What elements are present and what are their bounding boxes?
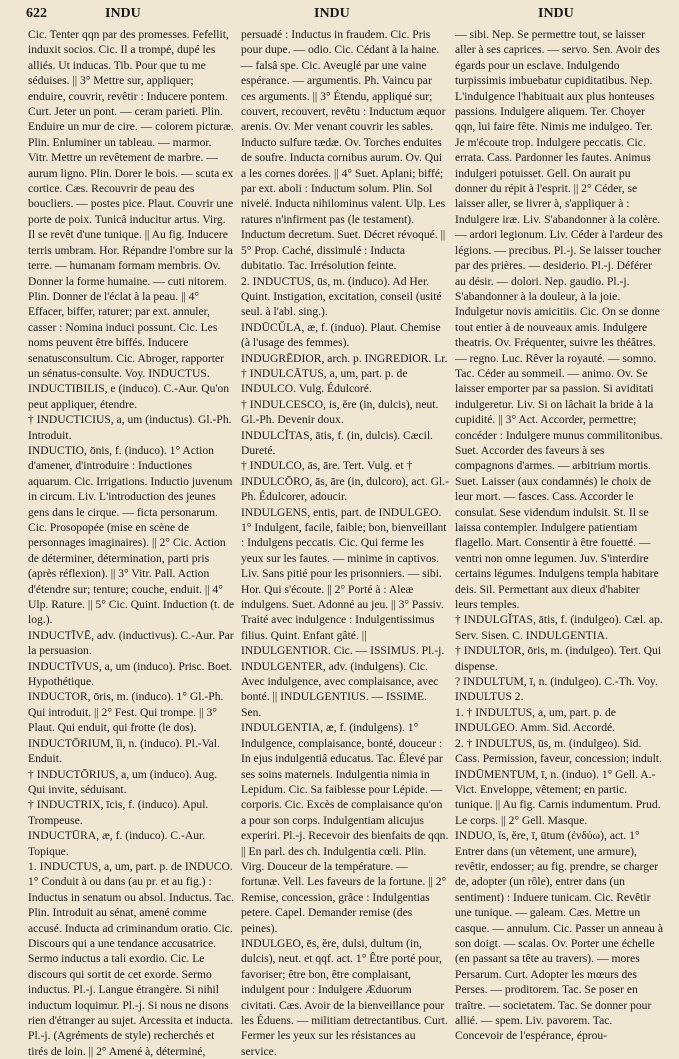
dictionary-entry: INDUCTĪVĒ, adv. (inductivus). C.-Aur. Par la persuasion. [28, 628, 234, 658]
dictionary-entry: Cic. Tenter qqn par des promesses. Fefellit, induxit socios. Cic. Il a trompé, dupé les alliés. Ut inducas. Tib. Pour que tu me séduises. || 3° Mettre sur, appliquer; enduire, couvrir, revêtir : Inducere pontem. Curt. Jeter un pont. — ceram parieti. Plin. Enduire un mur de cire. — colorem picturæ. Plin. Enluminer un tableau. — marmor. Vitr. Mettre un revêtement de marbre. — aurum ligno. Plin. Dorer le bois. — scuta ex cortice. Cæs. Recouvrir de peau des boucliers. — postes pice. Plaut. Couvrir une porte de poix. Tunicâ inducitur artus. Virg. Il se revêt d'une tunique. || Au fig. Inducere terris umbram. Hor. Répandre l'ombre sur la terre. — humanam formam membris. Ov. Donner la forme humaine. — cuti nitorem. Plin. Donner de l'éclat à la peau. || 4° Effacer, biffer, raturer; par ext. annuler, casser : Nomina induci possunt. Cic. Les noms peuvent être biffés. Inducere senatusconsultum. Cic. Abroger, rapporter un sénatus-consulte. Voy. INDUCTUS. [28, 28, 234, 380]
dictionary-entry: † INDULGĬTAS, ātis, f. (indulgeo). Cæl. ap. Serv. Sisen. C. INDULGENTIA. [455, 613, 663, 642]
dictionary-entry: 2. INDUCTUS, ūs, m. (induco). Ad Her. Quint. Instigation, excitation, conseil (usité seul. à l'abl. sing.). [241, 274, 442, 319]
dictionary-entry: INDULGEO, ēs, ĕre, dulsi, dultum (in, dulcis), neut. et qqf. act. 1° Être porté pour, favoriser; être bon, être complaisant, indulgent pour : Indulgere Æduorum civitati. Cæs. Avoir de la bienveillance pour les Éduens. — militiam detrectantibus. Curt. Fermer les yeux sur les résistances au service. [241, 936, 448, 1058]
dictionary-entry: † INDULCESCO, is, ĕre (in, dulcis), neut. Gl.-Ph. Devenir doux. [241, 397, 439, 427]
dictionary-entry: ? INDULTUM, ī, n. (indulgeo). C.-Th. Voy. INDULTUS 2. [455, 675, 658, 704]
dictionary-entry: INDULCĬTAS, ātis, f. (in, dulcis). Cæcil. Dureté. [241, 428, 433, 457]
dictionary-entry: INDUO, ĭs, ĕre, ī, ūtum (ἐνδύω), act. 1° Entrer dans (un vêtement, une armure), revêtir, endosser; au fig. prendre, se charger de, adopter (un rôle), entrer dans (un sentiment) : Induere tunicam. Cic. Revêtir une tunique. — galeam. Cæs. Mettre un casque. — annulum. Cic. Passer un anneau à son doigt. — scalas. Ov. Porter une échelle (en passant sa tête au travers). — mores Persarum. Curt. Adopter les mœurs des Perses. — proditorem. Tac. Se poser en traître. — societatem. Tac. Se donner pour allié. — spem. Liv. pavorem. Tac. Concevoir de l'espérance, éprou- [455, 829, 663, 1043]
dictionary-entry: 1. † INDULTUS, a, um, part. p. de INDULGEO. Amm. Sid. Accordé. [455, 705, 616, 735]
dictionary-entry: † INDUCTICIUS, a, um (inductus). Gl.-Ph. Introduit. [28, 413, 232, 442]
dictionary-entry: † INDULCO, ās, āre. Tert. Vulg. et † INDULCŌRO, ās, āre (in, dulcoro), act. Gl.-Ph. Édulcorer, adoucir. [241, 459, 449, 504]
dictionary-entry: INDUCTĪVUS, a, um (induco). Prisc. Boet. Hypothétique. [28, 659, 233, 689]
guide-word-left: INDU [105, 6, 141, 21]
dictionary-entry: † INDUCTŌRIUS, a, um (induco). Aug. Qui invite, séduisant. [28, 767, 218, 796]
column-left [28, 27, 235, 1058]
dictionary-entry: INDŪMENTUM, ī, n. (induo). 1° Gell. A.-Vict. Enveloppe, vêtement; en partic. tunique. || Au fig. Carnis indumentum. Prud. Le corps. || 2° Gell. Masque. [455, 767, 661, 827]
dictionary-entry: INDŪCŬLA, æ, f. (induo). Plaut. Chemise (à l'usage des femmes). [241, 320, 441, 350]
column-middle [241, 27, 449, 1058]
dictionary-entry: † INDULTOR, ōris, m. (indulgeo). Tert. Qui dispense. [455, 644, 662, 673]
dictionary-entry: INDUCTŪRA, æ, f. (induco). C.-Aur. Topique. [28, 829, 206, 858]
dictionary-entry: INDUCTIBILIS, e (induco). C.-Aur. Qu'on peut appliquer, étendre. [28, 382, 230, 411]
dictionary-entry: persuadé : Inductus in fraudem. Cic. Pris pour dupe. — odio. Cic. Cédant à la haine. — falsâ spe. Cic. Aveuglé par une vaine espérance. — argumentis. Ph. Vaincu par ces arguments. || 3° Étendu, appliqué sur; couvert, recouvert, revêtu : Inductum æquor arenis. Ov. Mer venant couvrir les sables. Inducto sulfure tædæ. Ov. Torches enduites de soufre. Inducta cornibus aurum. Ov. Qui a les cornes dorées. || 4° Suet. Aplani; biffé; par ext. aboli : Inductum solum. Plin. Sol nivelé. Inducta nihilominus valent. Ulp. Les ratures n'infirment pas (le testament). Inductum decretum. Suet. Décret révoqué. || 5° Prop. Caché, dissimulé : Inducta dubitatio. Tac. Irrésolution feinte. [241, 28, 446, 273]
dictionary-entry: — sibi. Nep. Se permettre tout, se laisser aller à ses caprices. — servo. Sen. Avoir des égards pour un esclave. Indulgendo turpissimis imbuebatur cupiditatibus. Nep. L'indulgence l'habituait aux plus honteuses passions. Indulgere aliquem. Ter. Choyer qqn, lui faire fête. Nimis me indulgeo. Ter. Je m'écoute trop. Indulgere peccatis. Cic. errata. Cass. Pardonner les fautes. Animus indulgeri potuisset. Gell. On aurait pu donner du répit à l'esprit. || 2° Céder, se laisser aller, se livrer à, s'appliquer à : Indulgere iræ. Liv. S'abandonner à la colère. — ardori legionum. Liv. Céder à l'ardeur des légions. — precibus. Pl.-j. Se laisser toucher par des prières. — desiderio. Pl.-j. Déférer au désir. — dolori. Nep. gaudio. Pl.-j. S'abandonner à la douleur, à la joie. Indulgetur novis amicitiis. Cic. On se donne tout entier à de nouveaux amis. Indulgere theatris. Ov. Fréquenter, suivre les théâtres. — regno. Luc. Rêver la royauté. — somno. Tac. Céder au sommeil. — animo. Ov. Se laisser emporter par sa passion. Si aviditati indulgeretur. Liv. Si on lâchait la bride à la cupidité. || 3° Act. Accorder, permettre; concéder : Indulgere munus commilitonibus. Suet. Accorder des faveurs à ses compagnons d'armes. — arbitrium mortis. Suet. Laisser (aux condamnés) le choix de leur mort. — fasces. Cass. Accorder le consulat. Sese videndum indulsit. St. Il se laissa contempler. Indulgere patientiam flagello. Mart. Consentir à être fouetté. — ventri non omne legumen. Juv. S'interdire certains légumes. Indulgens templa habitare deis. Sil. Permettant aux dieux d'habiter leurs temples. [455, 28, 663, 612]
dictionary-entry: † INDUCTRIX, īcis, f. (induco). Apul. Trompeuse. [28, 798, 209, 827]
dictionary-entry: INDUCTIO, ōnis, f. (induco). 1° Action d'amener, d'introduire : Inductiones aquarum. Cic. Irrigations. Inductio juvenum in circum. Liv. L'introduction des jeunes gens dans le cirque. — ficta personarum. Cic. Prosopopée (mise en scène de personnages imaginaires). || 2° Cic. Action de déterminer, détermination, parti pris (après réflexion). || 3° Vitr. Pall. Action d'étendre sur; tenture; couche, enduit. || 4° Ulp. Rature. || 5° Cic. Quint. Induction (t. de log.). [28, 443, 235, 627]
dictionary-entry: INDUCTŌRIUM, ĭi, n. (induco). Pl.-Val. Enduit. [28, 736, 220, 766]
dictionary-entry: 1. INDUCTUS, a, um, part. p. de INDUCO. 1° Conduit à ou dans (au pr. et au fig.) : Inductus in senatum ou absol. Inductus. Tac. Plin. Introduit au sénat, amené comme accusé. Inducta ad criminandum oratio. Cic. Discours qui a une tendance accusatrice. Sermo inductus a tali exordio. Cic. Le discours qui sortit de cet exorde. Sermo inductus. Pl.-j. Langue étrangère. Si nihil inductum loquimur. Pl.-j. Si nous ne disons rien d'étranger au sujet. Arcessita et inducta. Pl.-j. (Agréments de style) recherchés et tirés de loin. || 2° Amené à, déterminé, [28, 859, 235, 1058]
page-number: 622 [26, 6, 47, 21]
dictionary-entry: INDULGENS, entis, part. de INDULGEO. 1° Indulgent, facile, faible; bon, bienveillant : Indulgens peccatis. Cic. Qui ferme les yeux sur les fautes. — minime in captivos. Liv. Sans pitié pour les prisonniers. — sibi. Hor. Qui s'écoute. || 2° Porté à : Aleæ indulgens. Suet. Adonné au jeu. || 3° Passiv. Traité avec indulgence : Indulgentissimus filius. Quint. Enfant gâté. || INDULGENTIOR. Cic. — ISSIMUS. Pl.-j. [241, 505, 447, 658]
dictionary-entry: 2. † INDULTUS, ūs, m. (indulgeo). Sid. Cass. Permission, faveur, concession; indult. [455, 736, 662, 766]
dictionary-entry: † INDULCĀTUS, a, um, part. p. de INDULCO. Vulg. Édulcoré. [241, 366, 408, 396]
dictionary-entry: INDULGENTIA, æ, f. (indulgens). 1° Indulgence, complaisance, bonté, douceur : In ejus indulgentiâ educatus. Tac. Élevé par ses soins maternels. Indulgentia nimia in Lepidum. Cic. Sa faiblesse pour Lépide. — corporis. Cic. Excès de complaisance qu'on a pour son corps. Indulgentiam alicujus experiri. Pl.-j. Recevoir des bienfaits de qqn. || En parl. des ch. Indulgentia cœli. Plin. Virg. Douceur de la température. — fortunæ. Vell. Les faveurs de la fortune. || 2° Remise, concession, grâce : Indulgentias petere. Capel. Demander remise (des peines). [241, 721, 449, 935]
dictionary-entry: INDUCTOR, ōris, m. (induco). 1° Gl.-Ph. Qui introduit. || 2° Fest. Qui trompe. || 3° Plaut. Qui enduit, qui frotte (le dos). [28, 690, 224, 735]
dictionary-entry: INDUGRĒDIOR, arch. p. INGREDIOR. Lr. [241, 351, 448, 365]
column-right [455, 27, 663, 1043]
dictionary-entry: INDULGENTER, adv. (indulgens). Cic. Avec indulgence, avec complaisance, avec bonté. || INDULGENTIUS. — ISSIME. Sen. [241, 659, 439, 719]
running-header [0, 0, 679, 26]
guide-word-right: INDU [538, 6, 574, 21]
guide-word-middle: INDU [314, 6, 350, 21]
